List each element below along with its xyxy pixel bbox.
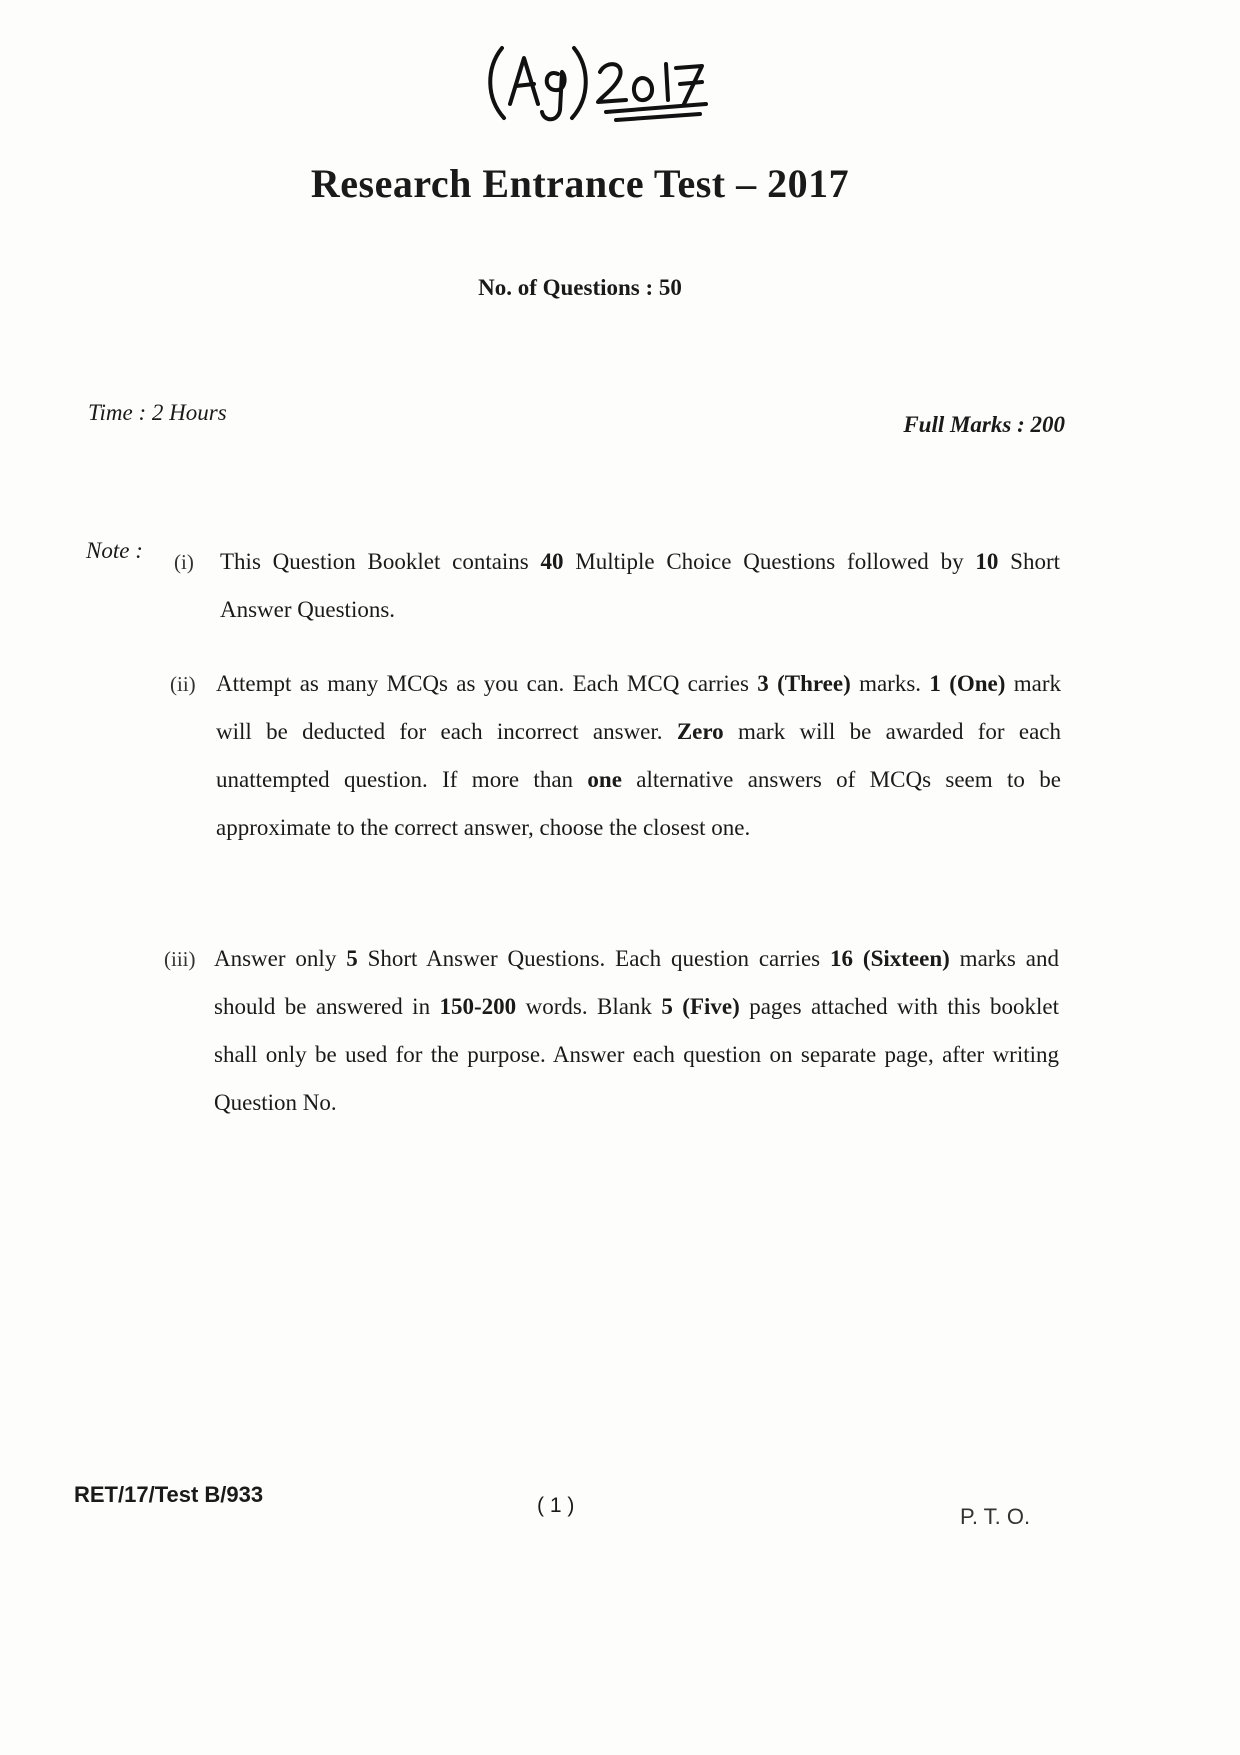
- note-item-number: (i): [174, 550, 194, 574]
- note-item-text: Attempt as many MCQs as you can. Each MCQ carries 3 (Three) marks. 1 (One) mark will be deducted for each incorrect answer. Zero mark will be awarded for each unattempted question. If more than one alternative answers of MCQs seem to be approximate to the correct answer, choose the closest one.: [216, 671, 1062, 840]
- page-number: ( 1 ): [537, 1494, 575, 1517]
- handwritten-annotation: [480, 38, 720, 128]
- number-of-questions: No. of Questions : 50: [478, 275, 682, 300]
- note-item: [170, 660, 1062, 852]
- handwritten-ag-2017-icon: [480, 38, 720, 128]
- test-code: RET/17/Test B/933: [74, 1482, 264, 1507]
- note-item-text: This Question Booklet contains 40 Multiple Choice Questions followed by 10 Short Answer Questions.: [220, 549, 1060, 622]
- exam-time: Time : 2 Hours: [88, 400, 227, 425]
- note-item-number: (ii): [170, 672, 196, 696]
- note-item-text: Answer only 5 Short Answer Questions. Each question carries 16 (Sixteen) marks and should be answered in 150-200 words. Blank 5 (Five) pages attached with this booklet shall only be used for the purpose. Answer each question on separate page, after writing Question No.: [214, 946, 1060, 1115]
- note-item: [164, 935, 1060, 1127]
- please-turn-over: P. T. O.: [960, 1504, 1031, 1529]
- note-item-number: (iii): [164, 947, 196, 971]
- note-label: Note :: [86, 538, 143, 563]
- full-marks: Full Marks : 200: [903, 412, 1065, 437]
- note-item: [174, 538, 1060, 634]
- page-title: Research Entrance Test – 2017: [310, 161, 850, 206]
